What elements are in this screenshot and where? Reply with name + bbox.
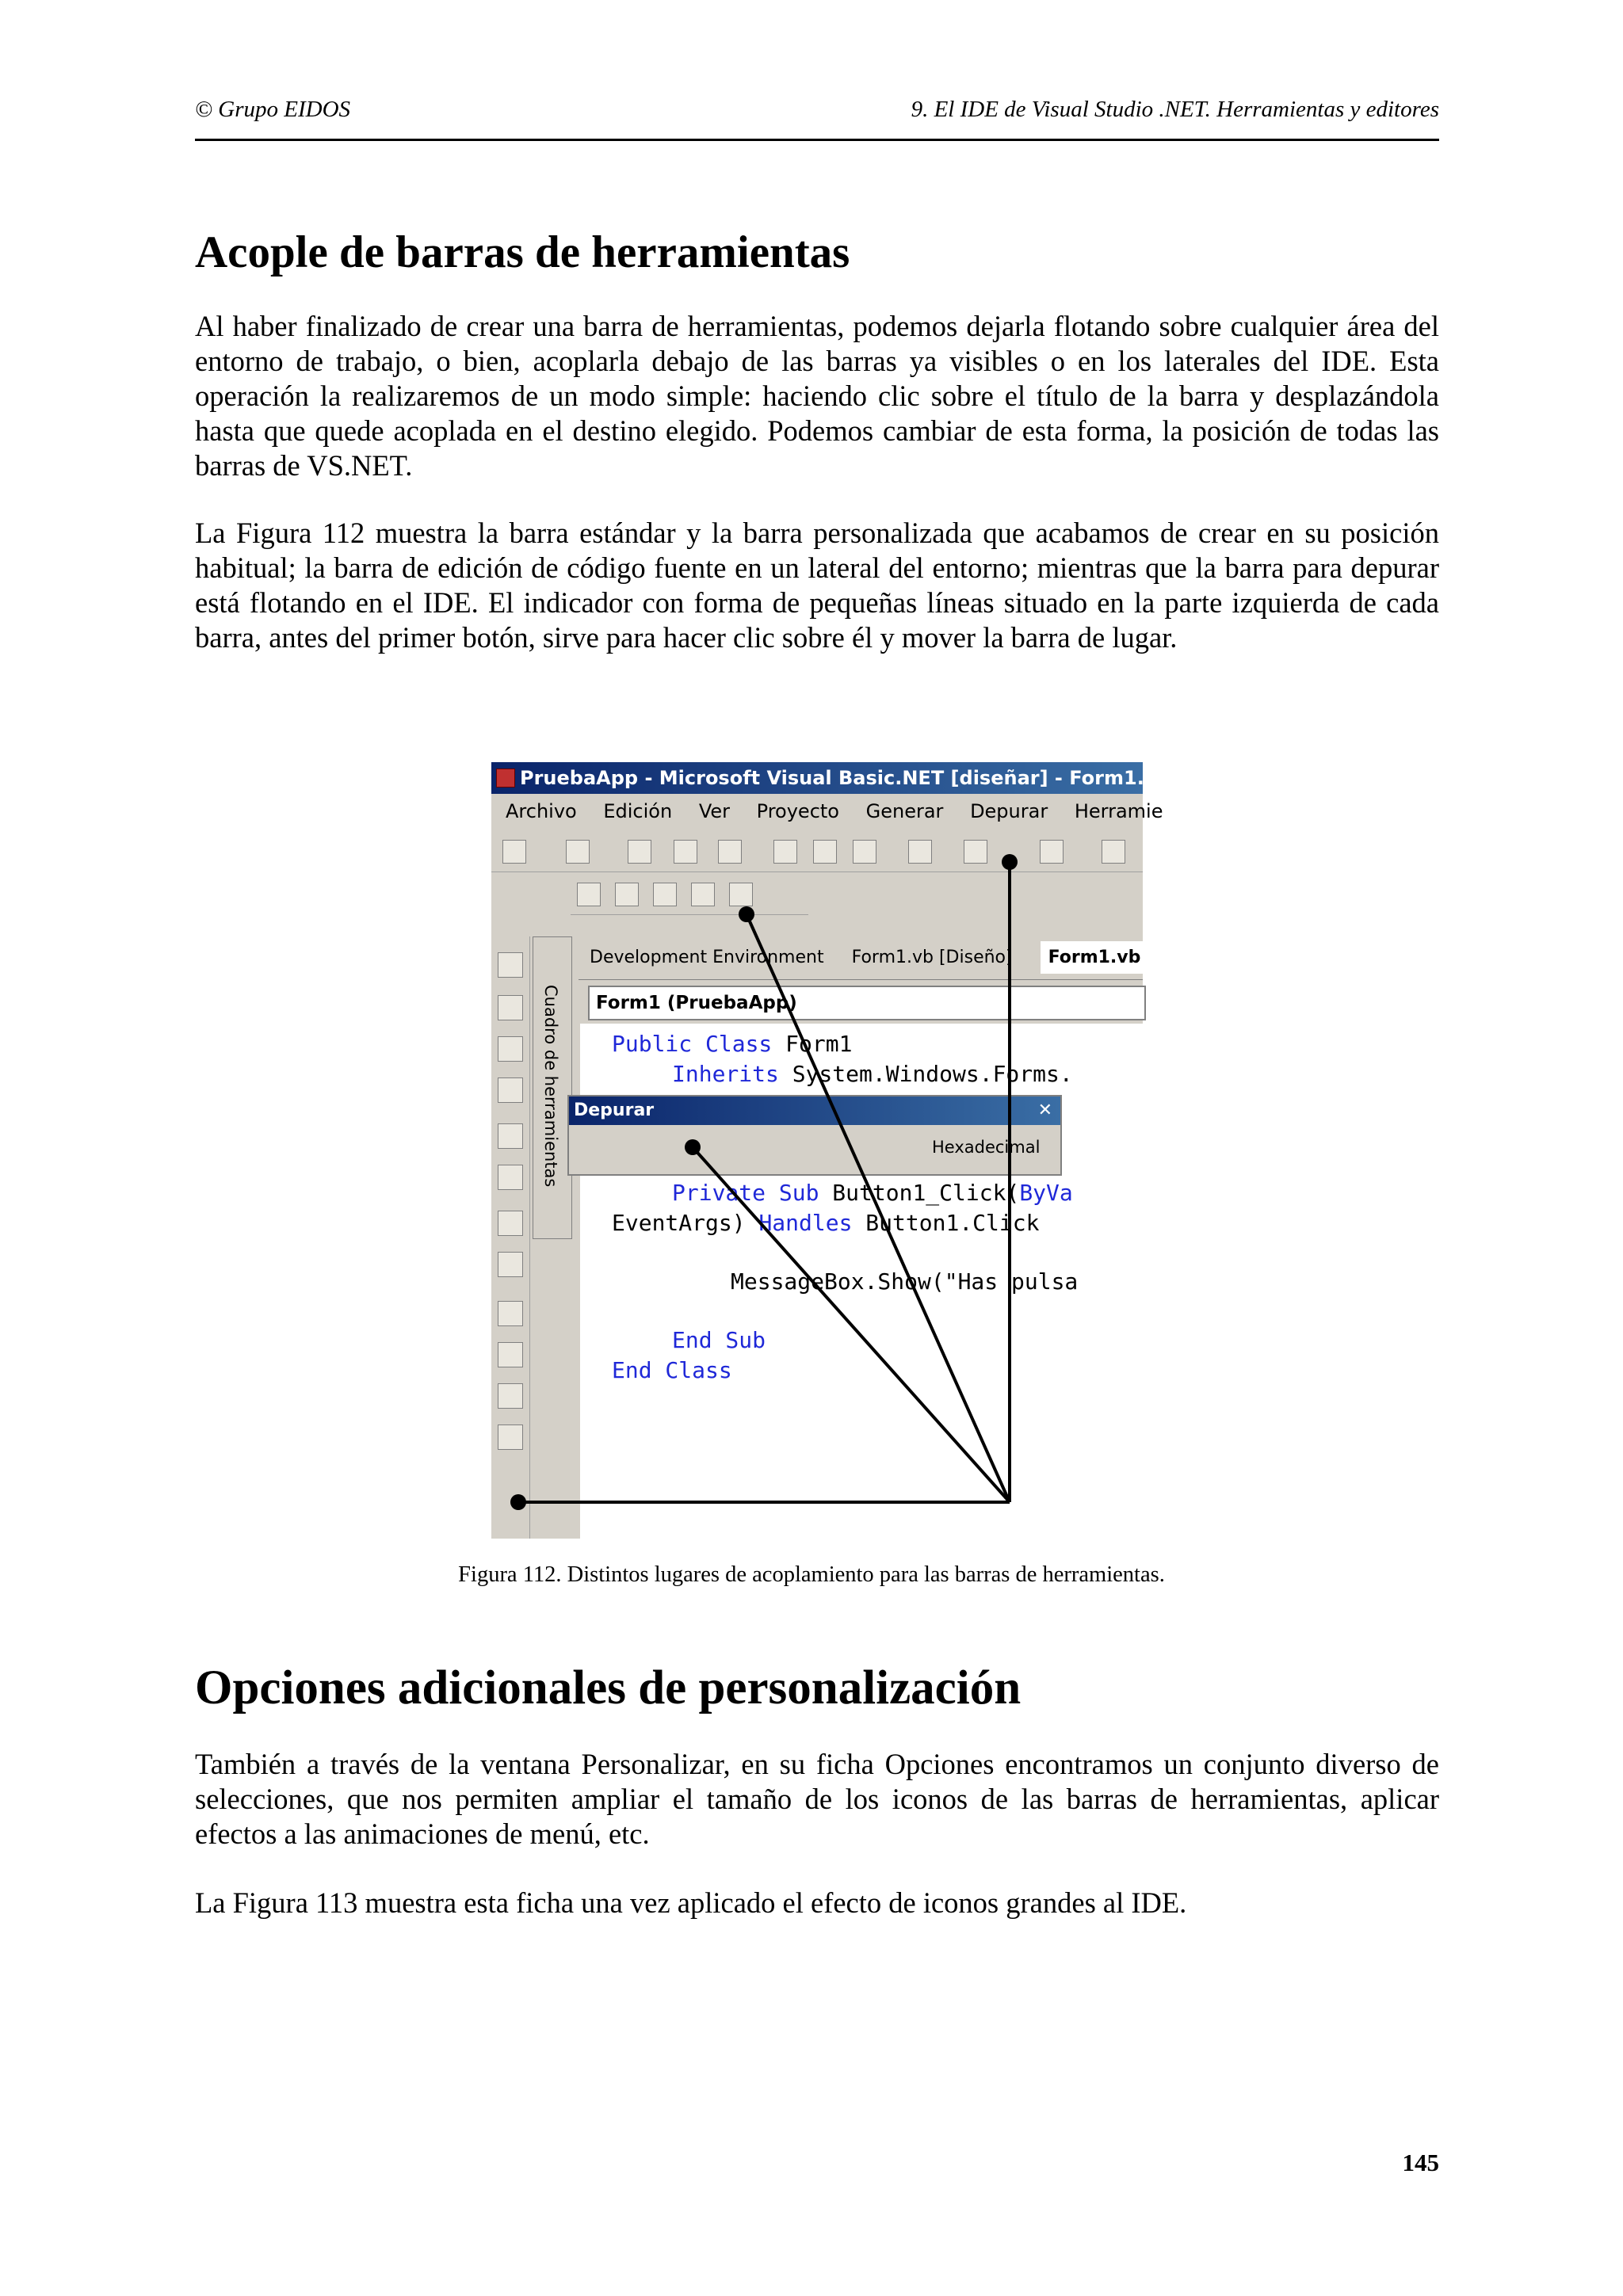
- menu-archivo: Archivo: [506, 800, 577, 822]
- paragraph-1: Al haber finalizado de crear una barra de herramientas, podemos dejarla flotando sobre cualquier área del entorno de trabajo, o bien, acoplarla debajo de las barras ya visibles o en los laterales del IDE. Esta operación la realizaremos de un modo simple: haciendo clic sobre el título de la barra y desplazándola hasta que quede acoplada en el destino elegido. Podemos cambiar de esta forma, la posición de todas las barras de VS.NET.: [195, 310, 1439, 482]
- ide-title-text: PruebaApp - Microsoft Visual Basic.NET [diseñar] - Form1.vb: [520, 767, 1170, 789]
- tab-development-environment: Development Environment: [590, 948, 824, 967]
- code-line-2: Inherits System.Windows.Forms.: [672, 1061, 1073, 1087]
- code-line-4: EventArgs) Handles Button1.Click: [612, 1210, 1040, 1236]
- figure-caption: Figura 112. Distintos lugares de acoplamiento para las barras de herramientas.: [458, 1562, 1165, 1587]
- header-rule: [195, 139, 1439, 141]
- docking-callout-lines: [491, 762, 1143, 1539]
- section-heading-acople: Acople de barras de herramientas: [195, 227, 850, 277]
- code-line-6: End Sub: [672, 1327, 766, 1353]
- paragraph-2: La Figura 112 muestra la barra estándar y la barra personalizada que acabamos de crear en su posición habitual; la barra de edición de código fuente en un lateral del entorno; mientras que la barra para depurar está flotando en el IDE. El indicador con forma de pequeñas líneas situado en la parte izquierda de cada barra, antes del primer botón, sirve para hacer clic sobre él y mover la barra de lugar.: [195, 517, 1439, 654]
- hexadecimal-button-label: Hexadecimal: [932, 1138, 1041, 1157]
- menu-depurar: Depurar: [970, 800, 1048, 822]
- running-header-left: © Grupo EIDOS: [195, 97, 351, 122]
- code-line-7: End Class: [612, 1357, 732, 1383]
- code-line-1: Public Class Form1: [612, 1031, 853, 1057]
- toolbox-label: Cuadro de herramientas: [541, 985, 560, 1188]
- section-heading-opciones: Opciones adicionales de personalización: [195, 1661, 1022, 1714]
- paragraph-4: La Figura 113 muestra esta ficha una vez aplicado el efecto de iconos grandes al IDE.: [195, 1886, 1187, 1919]
- close-icon: ✕: [1037, 1100, 1052, 1120]
- menu-ver: Ver: [698, 800, 731, 822]
- tab-form-code: Form1.vb: [1041, 941, 1149, 974]
- debug-toolbar-title: Depurar ✕: [569, 1097, 1060, 1125]
- code-line-5: MessageBox.Show("Has pulsa: [731, 1268, 1079, 1295]
- paragraph-3: También a través de la ventana Personalizar, en su ficha Opciones encontramos un conjunto diverso de selecciones, que nos permiten ampliar el tamaño de los iconos de las barras de herramientas, aplicar efectos a las animaciones de menú, etc.: [195, 1748, 1439, 1850]
- menu-generar: Generar: [865, 800, 944, 822]
- class-combo-text: Form1 (PruebaApp): [596, 993, 797, 1013]
- code-line-3: Private Sub Button1_Click(ByVa: [672, 1180, 1073, 1206]
- menu-edicion: Edición: [603, 800, 673, 822]
- tab-form-design: Form1.vb [Diseño]: [851, 948, 1013, 967]
- running-header-right: 9. El IDE de Visual Studio .NET. Herramientas y editores: [911, 97, 1439, 122]
- menu-herramientas: Herramie: [1074, 800, 1163, 822]
- menu-proyecto: Proyecto: [756, 800, 839, 822]
- page-number: 145: [1402, 2149, 1439, 2176]
- figure-112-screenshot: [491, 762, 1170, 1539]
